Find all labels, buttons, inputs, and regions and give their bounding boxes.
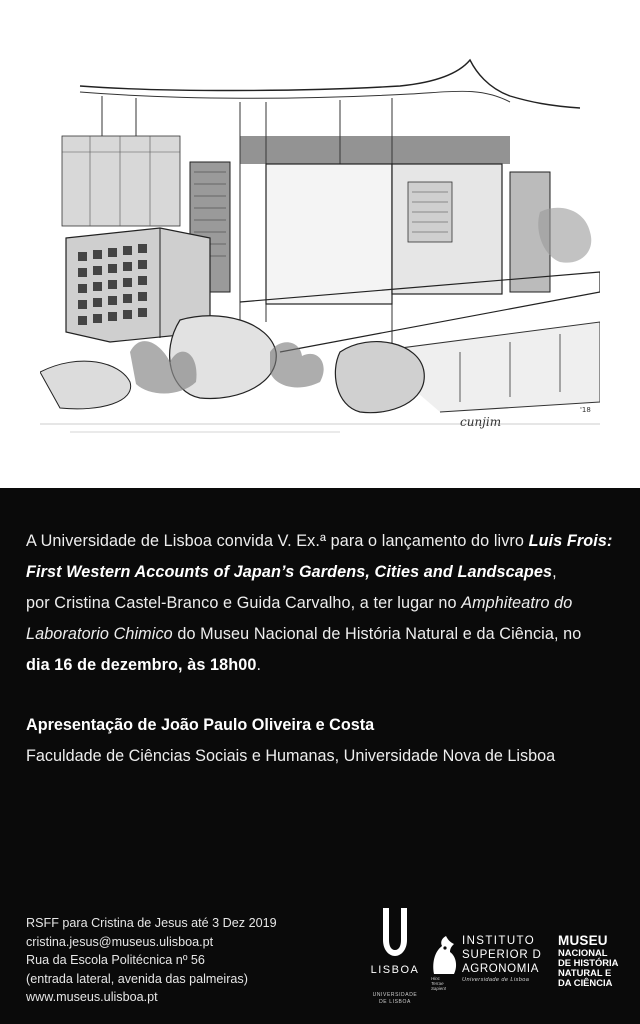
isa-motto-3: Sapient	[431, 986, 446, 991]
presenter-heading: Apresentação de João Paulo Oliveira e Costa	[26, 716, 375, 734]
book-title-part-1: Luis Frois:	[528, 532, 613, 550]
ulisboa-word: LISBOA	[370, 964, 420, 976]
ulisboa-u-mark-icon	[367, 906, 423, 962]
event-date: dia 16 de dezembro, às 18h00	[26, 656, 257, 674]
artist-signature: cunjim	[460, 415, 502, 429]
invite-line-5	[26, 650, 616, 681]
contact-block	[26, 914, 356, 1007]
museum-logo	[558, 934, 628, 988]
website-link[interactable]: www.museus.ulisboa.pt	[26, 990, 158, 1004]
ulisboa-sub-2: DE LISBOA	[379, 999, 411, 1005]
isa-owl-icon	[428, 934, 462, 976]
isa-line-3: AGRONOMIA	[462, 963, 539, 975]
museum-line-3: DE HISTÓRIA	[558, 957, 619, 968]
address-text: Rua da Escola Politécnica nº 56	[26, 953, 205, 967]
invite-intro: A Universidade de Lisboa convida V. Ex.ª para o lançamento do livro	[26, 532, 529, 550]
venue-part-1: Amphiteatro do	[461, 594, 573, 612]
entrance-text: (entrada lateral, avenida das palmeiras)	[26, 971, 248, 986]
museum-text: do Museu Nacional de História Natural e da Ciência, no	[172, 625, 582, 643]
invitation-text	[26, 526, 616, 681]
isa-motto	[431, 976, 457, 991]
invite-line-3	[26, 588, 616, 619]
isa-motto-2: Terrae	[431, 981, 444, 986]
ulisboa-sub-1: UNIVERSIDADE	[372, 992, 418, 998]
presentation-block	[26, 710, 616, 772]
invite-line-2	[26, 557, 616, 588]
isa-logo	[428, 934, 552, 994]
invitation-panel	[0, 488, 640, 1024]
invite-line-1	[26, 526, 616, 557]
isa-line-4: Universidade de Lisboa	[462, 977, 530, 983]
museum-line-5: DA CIÊNCIA	[558, 977, 613, 988]
pavilion-sketch-illustration	[40, 52, 600, 442]
isa-line-1: INSTITUTO	[462, 935, 536, 947]
ulisboa-logo	[367, 906, 423, 1016]
rsvp-text: RSFF para Cristina de Jesus até 3 Dez 2019	[26, 916, 277, 930]
isa-line-2: SUPERIOR D	[462, 949, 542, 961]
museum-line-2: NACIONAL	[558, 947, 608, 958]
ulisboa-subtitle	[367, 992, 423, 1006]
sketch-illustration-area	[0, 0, 640, 488]
venue-part-2: Laboratorio Chimico	[26, 625, 173, 643]
museum-line-4: NATURAL E	[558, 967, 612, 978]
book-title-part-2: First Western Accounts of Japan’s Gardens, Cities and Landscapes	[26, 563, 553, 581]
contact-email-link[interactable]: cristina.jesus@museus.ulisboa.pt	[26, 934, 214, 949]
isa-wordmark	[462, 934, 554, 985]
authors-text: por Cristina Castel-Branco e Guida Carvalho, a ter lugar no	[26, 594, 462, 612]
isa-motto-1: Hinc	[431, 976, 440, 981]
sketch-year-mark: '18	[580, 406, 591, 414]
presenter-affiliation: Faculdade de Ciências Sociais e Humanas, Universidade Nova de Lisboa	[26, 747, 556, 765]
invite-line-4	[26, 619, 616, 650]
invite-comma: ,	[552, 563, 557, 581]
invite-period: .	[256, 656, 262, 674]
museum-line-1: MUSEU	[558, 933, 608, 948]
